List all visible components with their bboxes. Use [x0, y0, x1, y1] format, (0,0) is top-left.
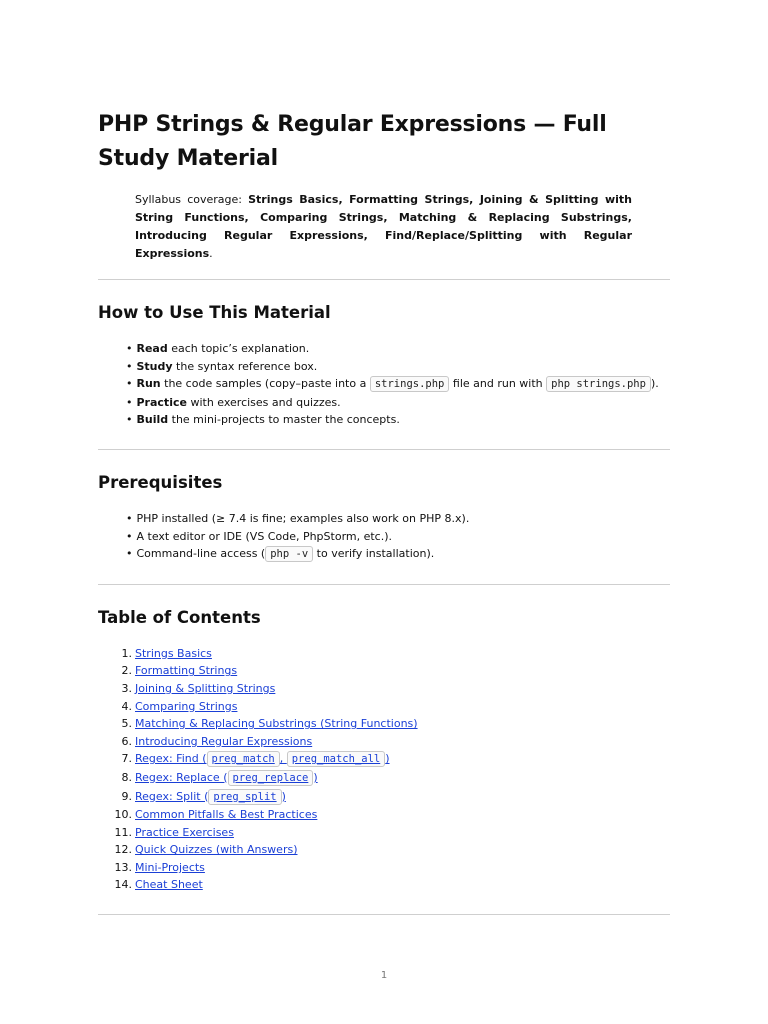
list-item: [126, 528, 670, 546]
list-item-text: ).: [650, 377, 659, 391]
list-item-text: each topic’s explanation.: [167, 342, 310, 355]
list-item: [126, 340, 670, 358]
toc-item: [135, 806, 670, 824]
syllabus-prefix: Syllabus coverage:: [135, 193, 249, 206]
toc-item: [135, 824, 670, 842]
list-item: [126, 411, 670, 429]
list-item: [126, 358, 670, 376]
inline-code-command: php -v: [265, 546, 313, 562]
document-page: [98, 108, 670, 915]
toc-link-pitfalls[interactable]: Common Pitfalls & Best Practices: [135, 808, 318, 822]
toc-link-matching-replacing[interactable]: Matching & Replacing Substrings (String Functions): [135, 717, 418, 731]
list-item: [126, 545, 670, 564]
toc-link-introducing-regex[interactable]: Introducing Regular Expressions: [135, 734, 313, 748]
section-divider: [98, 449, 670, 450]
toc-item: [135, 733, 670, 751]
toc-item: [135, 715, 670, 733]
list-item-bold: Run: [136, 377, 161, 391]
list-item-text: the mini-projects to master the concepts.: [168, 413, 400, 427]
toc-link-separator: ,: [279, 752, 287, 766]
toc-item: [135, 662, 670, 680]
how-to-use-list: [126, 340, 670, 429]
toc-link-text: ): [385, 752, 390, 766]
inline-code-function: preg_replace: [228, 770, 314, 786]
toc-link-formatting-strings[interactable]: Formatting Strings: [135, 664, 238, 678]
toc-link-text: ): [313, 770, 318, 784]
list-item-text: with exercises and quizzes.: [186, 395, 341, 409]
toc-link-regex-split[interactable]: [135, 790, 286, 803]
table-of-contents: [135, 645, 670, 894]
toc-item: [135, 859, 670, 877]
page-title: PHP Strings & Regular Expressions — Full Study Material: [98, 112, 607, 171]
list-item-bold: Build: [136, 413, 169, 427]
syllabus-topics: Strings Basics, Formatting Strings, Joining & Splitting with String Functions, Comparing Strings, Matching & Replacing Substrings, Introducing Regular Expressions, Find/Replace/Splitting with Regular Expressions: [135, 193, 632, 260]
list-item-bold: Read: [136, 342, 168, 355]
inline-code-function: preg_match_all: [287, 751, 386, 767]
prerequisites-heading: Prerequisites: [98, 472, 223, 492]
toc-link-regex-find[interactable]: [135, 752, 390, 765]
syllabus-suffix: .: [209, 247, 213, 260]
toc-heading: Table of Contents: [98, 607, 261, 627]
list-item-text: A text editor or IDE (VS Code, PhpStorm, etc.).: [136, 529, 393, 543]
toc-item: [135, 788, 670, 807]
section-divider: [98, 914, 670, 915]
toc-item: [135, 769, 670, 788]
toc-item: [135, 841, 670, 859]
list-item-text: file and run with: [449, 377, 547, 391]
section-divider: [98, 279, 670, 280]
toc-item: [135, 876, 670, 894]
list-item-bold: Practice: [136, 395, 187, 409]
toc-item: [135, 680, 670, 698]
toc-link-comparing-strings[interactable]: Comparing Strings: [135, 699, 238, 713]
toc-item: [135, 698, 670, 716]
prerequisites-list: [126, 510, 670, 564]
how-to-use-heading: How to Use This Material: [98, 303, 331, 322]
toc-link-cheat-sheet[interactable]: Cheat Sheet: [135, 878, 203, 892]
toc-link-text: Regex: Replace (: [135, 770, 228, 784]
inline-code-function: preg_match: [207, 751, 280, 767]
toc-item: [135, 645, 670, 663]
inline-code-filename: strings.php: [370, 376, 450, 392]
toc-link-text: ): [281, 789, 286, 803]
inline-code-function: preg_split: [208, 789, 281, 805]
list-item-text: the syntax reference box.: [172, 359, 318, 373]
toc-link-strings-basics[interactable]: Strings Basics: [135, 646, 212, 660]
list-item: [126, 394, 670, 412]
toc-link-joining-splitting[interactable]: Joining & Splitting Strings: [135, 681, 276, 695]
toc-link-text: Regex: Split (: [135, 789, 209, 803]
toc-link-text: Regex: Find (: [135, 752, 207, 766]
list-item-text: PHP installed (≥ 7.4 is fine; examples also work on PHP 8.x).: [136, 511, 470, 525]
toc-link-mini-projects[interactable]: Mini-Projects: [135, 860, 205, 874]
page-number: 1: [380, 970, 388, 981]
inline-code-command: php strings.php: [546, 376, 651, 392]
toc-link-regex-replace[interactable]: [135, 771, 318, 784]
list-item-text: to verify installation).: [313, 547, 435, 561]
toc-item: [135, 750, 670, 769]
list-item-bold: Study: [136, 359, 173, 373]
toc-link-practice-exercises[interactable]: Practice Exercises: [135, 825, 234, 839]
syllabus-coverage: [135, 191, 632, 263]
list-item: [126, 510, 670, 528]
list-item: [126, 375, 670, 394]
list-item-text: Command-line access (: [136, 547, 266, 561]
section-divider: [98, 584, 670, 585]
toc-link-quick-quizzes[interactable]: Quick Quizzes (with Answers): [135, 843, 298, 857]
list-item-text: the code samples (copy–paste into a: [160, 377, 370, 391]
